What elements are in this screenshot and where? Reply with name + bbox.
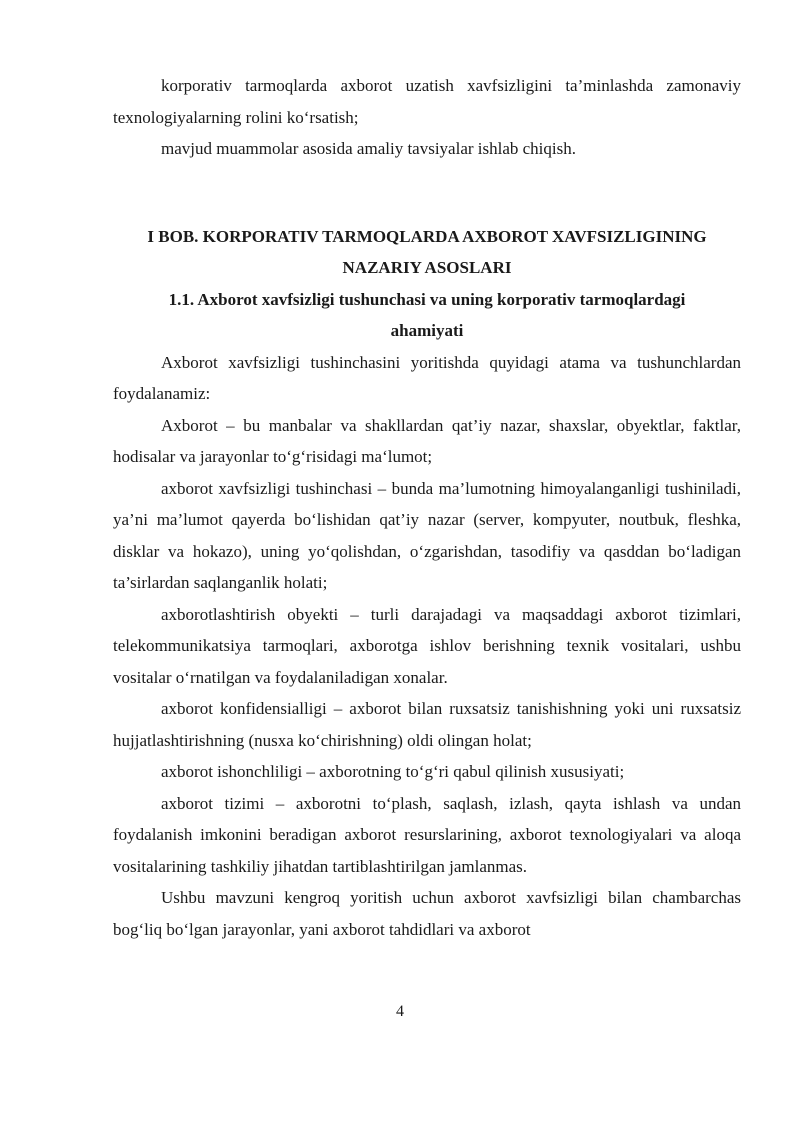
- intro-paragraph-1: korporativ tarmoqlarda axborot uzatish xavfsizligini ta’minlashda zamonaviy texnologiyalarning rolini ko‘rsatish;: [113, 76, 741, 127]
- body-paragraph: axborot tizimi – axborotni to‘plash, saqlash, izlash, qayta ishlash va undan foydalanish imkonini beradigan axborot resurslarining, axborot texnologiyalari va aloqa vositalarining tashkiliy jihatdan tartiblashtirilgan jamlanmas.: [113, 793, 741, 876]
- body-paragraph: axborot xavfsizligi tushinchasi – bunda ma’lumotning himoyalanganligi tushiniladi, ya’ni ma’lumot qayerda bo‘lishidan qat’iy nazar (server, kompyuter, noutbuk, fleshka, disklar va hokazo), uning yo‘qolishdan, o‘zgarishdan, tasodifiy va qasddan bo‘ladigan ta’sirlardan saqlanganlik holati;: [113, 478, 741, 592]
- page-number: 4: [396, 1003, 404, 1020]
- intro-paragraph-2: mavjud muammolar asosida amaliy tavsiyalar ishlab chiqish.: [161, 139, 576, 158]
- body-paragraph: axborotlashtirish obyekti – turli darajadagi va maqsaddagi axborot tizimlari, telekommunikatsiya tarmoqlari, axborotga ishlov berishning texnik vositalari, ushbu vositalar o‘rnatilgan va foydalaniladigan xonalar.: [113, 604, 741, 687]
- body-paragraph: axborot konfidensialligi – axborot bilan ruxsatsiz tanishishning yoki uni ruxsatsiz hujjatlashtirishning (nusxa ko‘chirishning) oldi olingan holat;: [113, 699, 741, 750]
- chapter-title: I BOB. KORPORATIV TARMOQLARDA AXBOROT XAVFSIZLIGINING NAZARIY ASOSLARI: [147, 226, 707, 277]
- section-title: 1.1. Axborot xavfsizligi tushunchasi va uning korporativ tarmoqlardagi ahamiyati: [168, 289, 686, 340]
- body-paragraph: Ushbu mavzuni kengroq yoritish uchun axborot xavfsizligi bilan chambarchas bog‘liq bo‘lgan jarayonlar, yani axborot tahdidlari va axborot: [113, 888, 741, 939]
- body-paragraph: Axborot xavfsizligi tushinchasini yoritishda quyidagi atama va tushunchlardan foydalanamiz:: [113, 352, 741, 403]
- section-spacer: [113, 165, 741, 221]
- body-paragraph: Axborot – bu manbalar va shakllardan qat’iy nazar, shaxslar, obyektlar, faktlar, hodisalar va jarayonlar to‘g‘risidagi ma‘lumot;: [113, 415, 741, 466]
- document-page: [113, 70, 741, 945]
- body-paragraph: axborot ishonchliligi – axborotning to‘g‘ri qabul qilinish xususiyati;: [161, 762, 625, 781]
